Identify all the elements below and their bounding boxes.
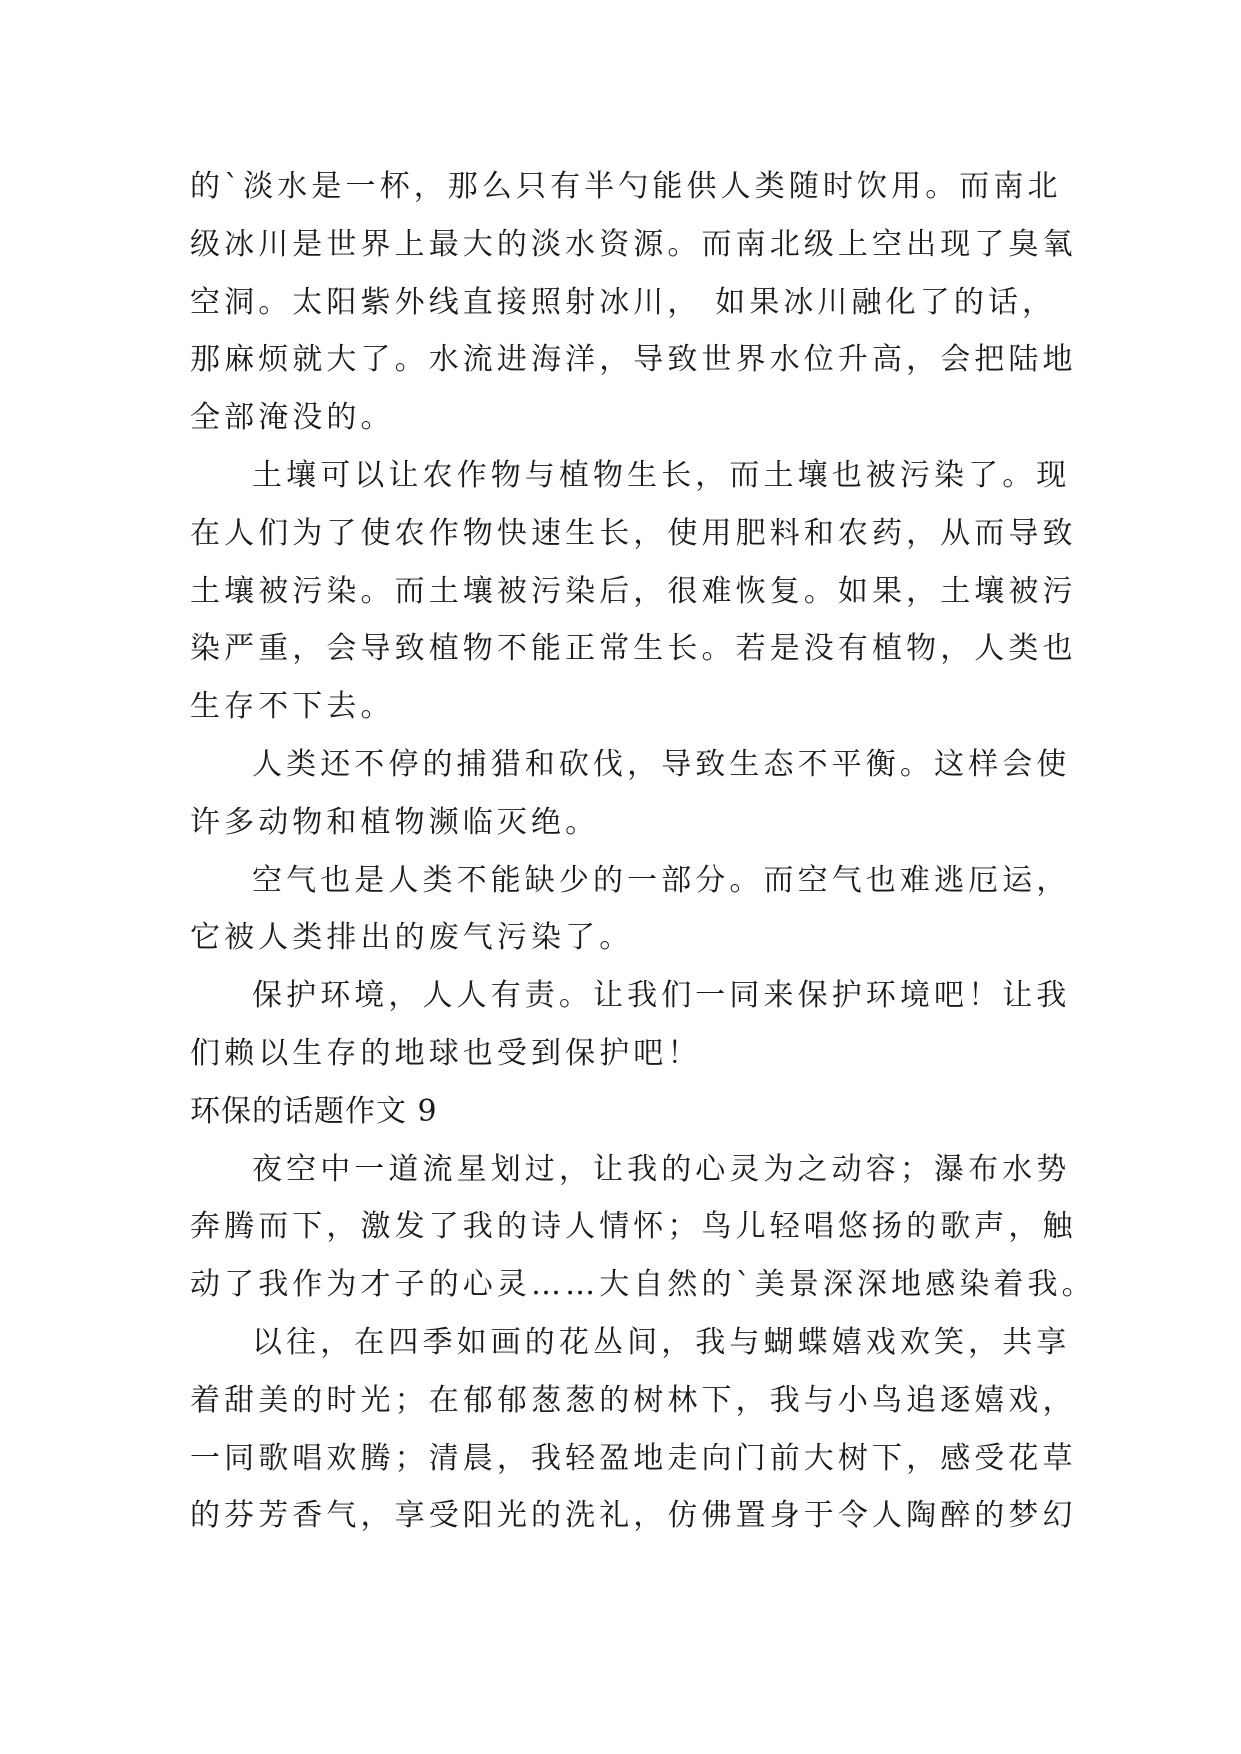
text-line: 土壤被污染。而土壤被污染后，很难恢复。如果，土壤被污 — [190, 573, 1077, 609]
paragraph — [190, 158, 1077, 447]
text-line: 着甜美的时光；在郁郁葱葱的树林下，我与小鸟追逐嬉戏， — [190, 1382, 1077, 1418]
text-line: 土壤可以让农作物与植物生长，而土壤也被污染了。现 — [252, 457, 1071, 493]
text-line: 们赖以生存的地球也受到保护吧！ — [190, 1035, 702, 1071]
text-line: 染严重，会导致植物不能正常生长。若是没有植物，人类也 — [190, 631, 1077, 667]
text-line: 全部淹没的。 — [190, 400, 395, 436]
text-line: 夜空中一道流星划过，让我的心灵为之动容；瀑布水势 — [252, 1151, 1071, 1187]
text-line: 的芬芳香气，享受阳光的洗礼，仿佛置身于令人陶醉的梦幻 — [190, 1498, 1077, 1534]
text-line: 级冰川是世界上最大的淡水资源。而南北级上空出现了臭氧 — [190, 226, 1077, 262]
paragraph — [190, 736, 1071, 852]
text-line: 以往，在四季如画的花丛间，我与蝴蝶嬉戏欢笑，共享 — [252, 1324, 1071, 1360]
text-line: 它被人类排出的废气污染了。 — [190, 920, 634, 956]
text-line: 那麻烦就大了。水流进海洋，导致世界水位升高，会把陆地 — [190, 342, 1077, 378]
document-body — [190, 158, 1096, 1545]
text-line: 动了我作为才子的心灵……大自然的`美景深深地感染着我。 — [190, 1267, 1096, 1303]
text-line: 一同歌唱欢腾；清晨，我轻盈地走向门前大树下，感受花草 — [190, 1440, 1077, 1476]
paragraph — [190, 1314, 1077, 1545]
text-line: 空气也是人类不能缺少的一部分。而空气也难逃厄运， — [252, 862, 1071, 898]
text-line: 许多动物和植物濒临灭绝。 — [190, 804, 600, 840]
text-line: 生存不下去。 — [190, 689, 395, 725]
text-line: 奔腾而下，激发了我的诗人情怀；鸟儿轻唱悠扬的歌声，触 — [190, 1209, 1077, 1245]
text-line: 保护环境，人人有责。让我们一同来保护环境吧！让我 — [252, 978, 1071, 1014]
section-heading: 环保的话题作文 9 — [190, 1093, 438, 1129]
text-line: 在人们为了使农作物快速生长，使用肥料和农药，从而导致 — [190, 515, 1077, 551]
paragraph — [190, 447, 1077, 736]
paragraph — [190, 1141, 1096, 1314]
paragraph — [190, 967, 1071, 1083]
text-line: 人类还不停的捕猎和砍伐，导致生态不平衡。这样会使 — [252, 746, 1071, 782]
paragraph — [190, 852, 1071, 968]
text-line: 的`淡水是一杯，那么只有半勺能供人类随时饮用。而南北 — [190, 169, 1062, 204]
text-line: 空洞。太阳紫外线直接照射冰川， 如果冰川融化了的话， — [190, 284, 1057, 320]
